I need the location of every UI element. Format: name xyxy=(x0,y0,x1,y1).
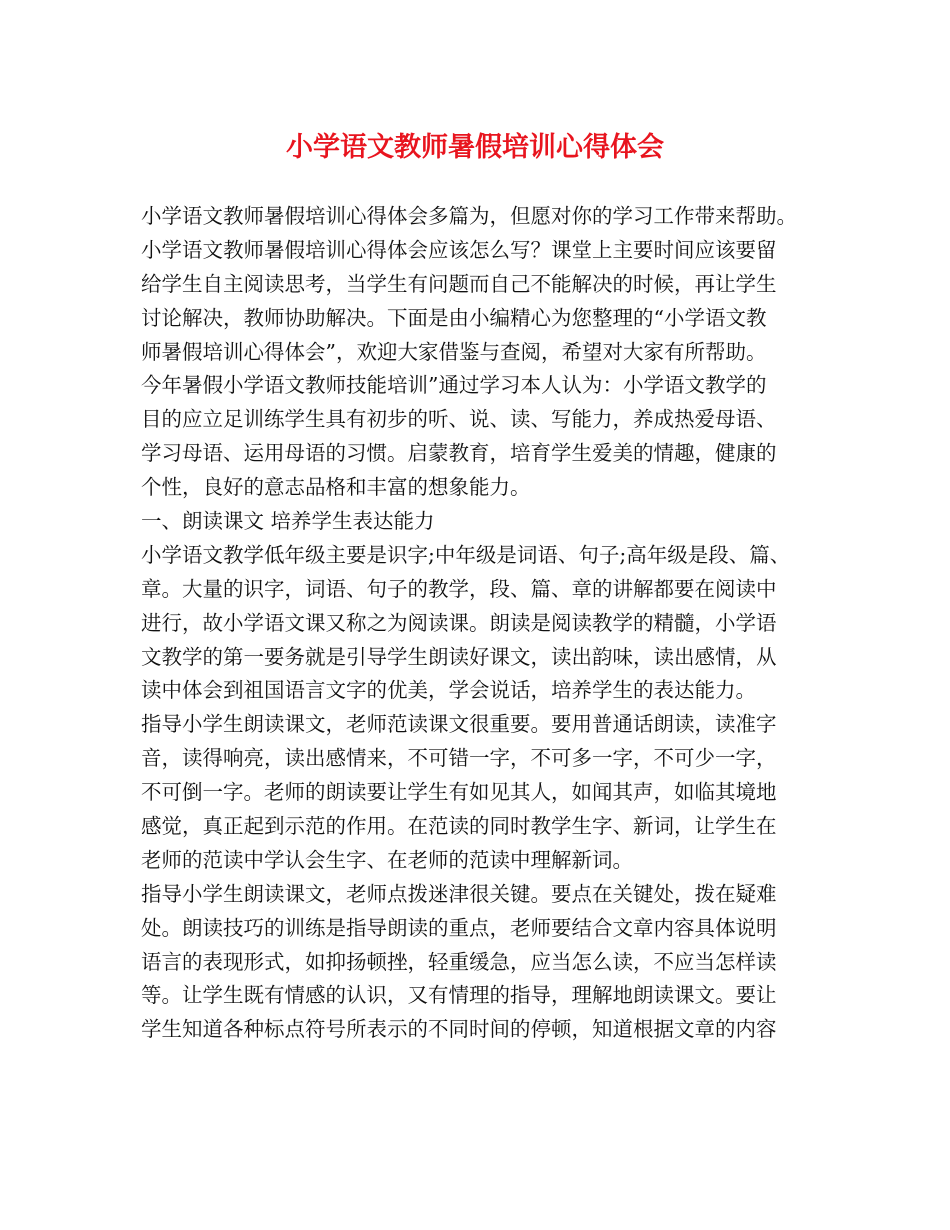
text-line: 小学语文教师暑假培训心得体会多篇为，但愿对你的学习工作带来帮助。 xyxy=(141,204,797,228)
document-title: 小学语文教师暑假培训心得体会 xyxy=(286,132,664,163)
text-line: 处。朗读技巧的训练是指导朗读的重点，老师要结合文章内容具体说明 xyxy=(141,915,777,940)
text-line: 小学语文教师暑假培训心得体会应该怎么写？课堂上主要时间应该要留 xyxy=(141,237,777,262)
text-line: 感觉，真正起到示范的作用。在范读的同时教学生字、新词，让学生在 xyxy=(141,814,777,839)
text-line: 音，读得响亮，读出感情来，不可错一字，不可多一字，不可少一字， xyxy=(141,746,777,771)
text-line: 指导小学生朗读课文，老师范读课文很重要。要用普通话朗读，读准字 xyxy=(141,712,777,737)
text-line: 指导小学生朗读课文，老师点拨迷津很关键。要点在关键处，拨在疑难 xyxy=(141,881,777,906)
text-line: 目的应立足训练学生具有初步的听、说、读、写能力，养成热爱母语、 xyxy=(141,407,777,432)
text-line: 语言的表现形式，如抑扬顿挫，轻重缓急，应当怎么读，不应当怎样读 xyxy=(141,949,777,974)
text-line: 个性，良好的意志品格和丰富的想象能力。 xyxy=(141,475,531,500)
document-body xyxy=(141,200,821,1047)
text-line: 章。大量的识字，词语、句子的教学，段、篇、章的讲解都要在阅读中 xyxy=(141,576,777,601)
text-line: 学习母语、运用母语的习惯。启蒙教育，培育学生爱美的情趣，健康的 xyxy=(141,441,777,466)
text-line: 文教学的第一要务就是引导学生朗读好课文，读出韵味，读出感情，从 xyxy=(141,644,777,669)
text-line: 小学语文教学低年级主要是识字;中年级是词语、句子;高年级是段、篇、 xyxy=(141,542,791,567)
text-line: 等。让学生既有情感的认识，又有情理的指导，理解地朗读课文。要让 xyxy=(141,983,777,1008)
text-line: 学生知道各种标点符号所表示的不同时间的停顿，知道根据文章的内容 xyxy=(141,1017,777,1042)
text-line: 不可倒一字。老师的朗读要让学生有如见其人，如闻其声，如临其境地 xyxy=(141,780,777,805)
text-line: 进行，故小学语文课又称之为阅读课。朗读是阅读教学的精髓，小学语 xyxy=(141,610,777,635)
text-line: 给学生自主阅读思考，当学生有问题而自己不能解决的时候，再让学生 xyxy=(141,271,777,296)
text-line: 师暑假培训心得体会”，欢迎大家借鉴与查阅，希望对大家有所帮助。 xyxy=(141,339,767,364)
section-heading: 一、朗读课文 培养学生表达能力 xyxy=(141,509,435,534)
text-line: 读中体会到祖国语言文字的优美，学会说话，培养学生的表达能力。 xyxy=(141,678,756,703)
text-line: 今年暑假小学语文教师技能培训”通过学习本人认为：小学语文教学的 xyxy=(141,373,767,398)
text-line: 讨论解决，教师协助解决。下面是由小编精心为您整理的“小学语文教 xyxy=(141,305,767,330)
text-line: 老师的范读中学认会生字、在老师的范读中理解新词。 xyxy=(141,847,633,872)
